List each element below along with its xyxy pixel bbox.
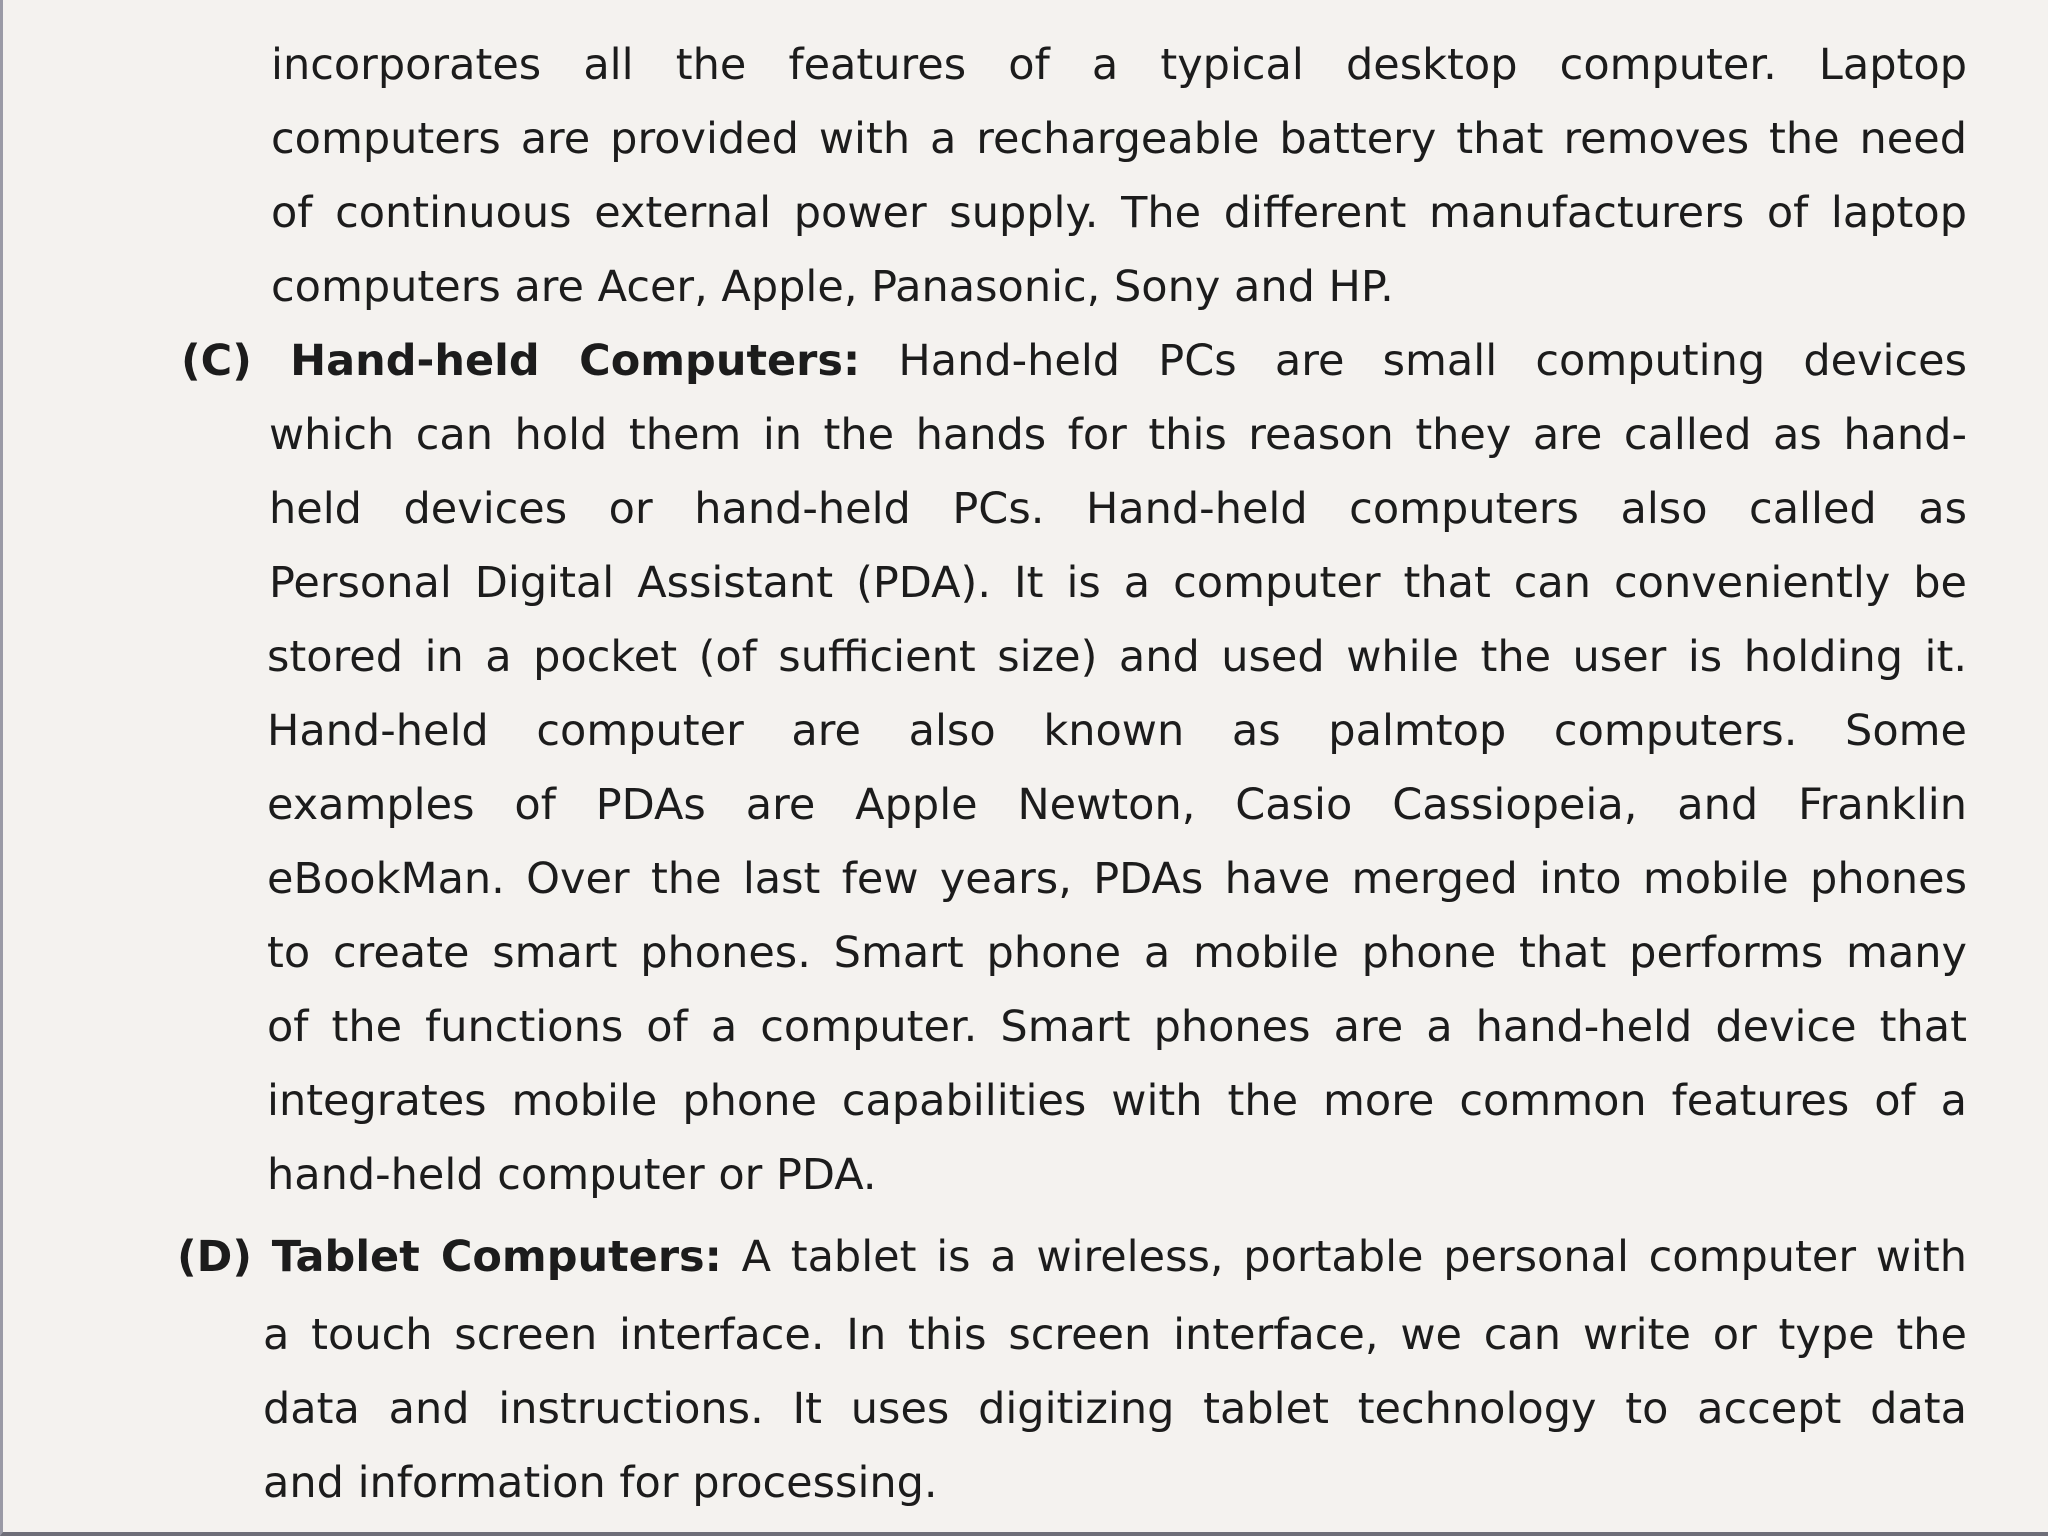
paragraph-line: eBookMan. Over the last few years, PDAs have merged into mobile phones	[267, 854, 1967, 904]
paragraph-line: which can hold them in the hands for this reason they are called as hand-	[269, 410, 1967, 460]
paragraph-line: Personal Digital Assistant (PDA). It is a computer that can conveniently be	[269, 558, 1967, 608]
list-item-c-first-line	[181, 332, 1967, 390]
paragraph-line: to create smart phones. Smart phone a mobile phone that performs many	[267, 928, 1967, 978]
paragraph-line: computers are Acer, Apple, Panasonic, Sony and HP.	[271, 262, 1394, 312]
paragraph-line: of continuous external power supply. The different manufacturers of laptop	[271, 188, 1967, 238]
paragraph-line: stored in a pocket (of sufficient size) and used while the user is holding it.	[267, 632, 1967, 682]
paragraph-line: data and instructions. It uses digitizing tablet technology to accept data	[263, 1384, 1967, 1434]
paragraph-line: Hand-held computer are also known as palmtop computers. Some	[267, 706, 1967, 756]
paragraph-line: and information for processing.	[263, 1458, 938, 1508]
paragraph-line: incorporates all the features of a typical desktop computer. Laptop	[271, 40, 1967, 90]
section-heading: Tablet Computers:	[271, 1232, 722, 1282]
section-heading: Hand-held Computers:	[290, 336, 861, 386]
list-item-d-first-line	[177, 1228, 1967, 1286]
paragraph-line: examples of PDAs are Apple Newton, Casio Cassiopeia, and Franklin	[267, 780, 1967, 830]
list-item-letter: (D)	[177, 1232, 252, 1282]
paragraph-text: A tablet is a wireless, portable personal computer with	[741, 1232, 1967, 1282]
paragraph-line: computers are provided with a rechargeable battery that removes the need	[271, 114, 1967, 164]
paragraph-line: held devices or hand-held PCs. Hand-held computers also called as	[269, 484, 1967, 534]
paragraph-line: hand-held computer or PDA.	[267, 1150, 877, 1200]
paragraph-line: of the functions of a computer. Smart phones are a hand-held device that	[267, 1002, 1967, 1052]
paragraph-text: Hand-held PCs are small computing devices	[898, 336, 1967, 386]
list-item-letter: (C)	[181, 336, 252, 386]
paragraph-line: integrates mobile phone capabilities with the more common features of a	[267, 1076, 1967, 1126]
paragraph-line: a touch screen interface. In this screen interface, we can write or type the	[263, 1310, 1967, 1360]
